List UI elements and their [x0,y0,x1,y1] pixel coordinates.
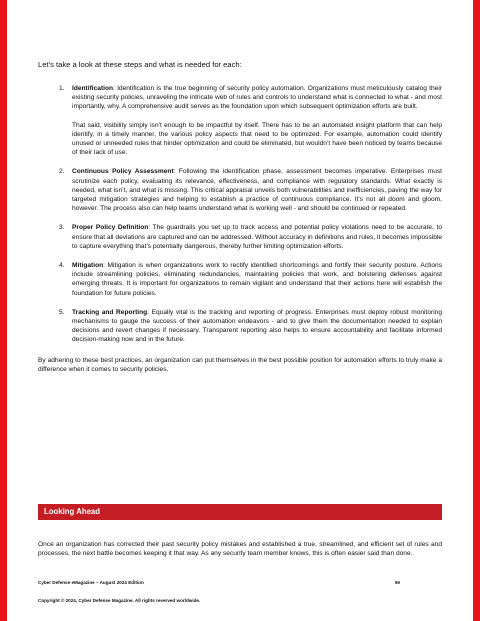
step-text: : Mitigation is when organizations work to rectify identified shortcomings and fortify their security posture. Actions include streamlining policies, eliminating redundancies, maintaining policies that work, and bolstering defenses against emerging threats. It is important for organizations to remain vigilant and understand that their actions here will establish the foundation for future policies. [72,262,442,297]
step-title: Tracking and Reporting [72,308,148,316]
steps-list [38,84,442,345]
list-item [38,167,442,213]
list-item [38,261,442,298]
right-edge-bar [473,0,480,621]
step-text: : Following the identification phase, assessment becomes imperative. Enterprises must scrutinize each policy, evaluating its relevance, effectiveness, and compliance with regulatory standards. What exactly is needed, what isn’t, and what is missing. This critical appraisal unveils both vulnerabilities and inefficiencies, paving the way for targeted mitigation strategies and helping to establish a practice of continuous compliance. It’s not all doom and gloom, however. The process also can help teams understand what is working well - and should be continued or repeated. [72,168,442,213]
list-item [38,308,442,345]
section-heading-looking-ahead: Looking Ahead [38,504,442,520]
footer-edition-line [38,580,400,585]
footer-edition: Cyber Defense eMagazine – August 2024 Edition [38,580,144,585]
step-title: Continuous Policy Assessment [72,168,174,176]
footer-copyright: Copyright © 2024, Cyber Defense Magazine. All rights reserved worldwide. [38,598,201,603]
list-number: 1. [59,85,65,92]
list-number: 4. [59,262,65,270]
list-number: 2. [59,168,65,176]
step-text: : Identification is the true beginning of security policy automation. Organizations must meticulously catalog their existing security policies, unraveling the intricate web of rules and controls to understand what is connected to what - and most importantly, why. A comprehensive audit serves as the foundation upon which subsequent optimization efforts are built. [72,85,442,111]
step-title: Proper Policy Definition [72,224,149,232]
step-paragraph: That said, visibility simply isn’t enough to be impactful by itself. There has to be an automated insight platform that can help identify, in a timely manner, the various policy aspects that need to be optimized. For example, automation could identify unused or unneeded rules that hinder optimization and could be eliminated, but wouldn’t have been noticed by teams because of their lack of use. [72,121,442,157]
left-edge-bar [0,0,7,621]
page-number: 59 [394,580,400,585]
list-item [38,84,442,157]
intro-paragraph: Let’s take a look at these steps and what is needed for each: [38,60,242,69]
step-text: : The guardrails you set up to track access and potential policy violations need to be accurate, to ensure that all deviations are captured and can be addressed. Without accuracy in definitions and rules, it becomes impossible to capture everything that’s potentially dangerous, thereby further limiting optimization efforts. [72,224,442,250]
article-body [38,60,442,381]
closing-paragraph: By adhering to these best practices, an organization can put themselves in the best possible position for automation efforts to truly make a difference when it comes to security policies. [38,356,442,373]
step-title: Identification [72,85,114,92]
section-paragraph: Once an organization has corrected their past security policy mistakes and established a true, streamlined, and efficient set of rules and processes, the next battle becomes keeping it that way. As any security team member knows, this is often easier said than done. [38,540,442,557]
list-number: 3. [59,224,65,232]
list-item [38,223,442,251]
step-text: : Equally vital is the tracking and reporting of progress. Enterprises must deploy robust monitoring mechanisms to gauge the success of their automation endeavors - and to give them the documentation needed to explain decisions and revert changes if necessary. Transparent reporting also helps to ensure accountability and facilitate informed decision-making now and in the future. [72,308,442,344]
step-title: Mitigation [72,262,104,270]
list-number: 5. [59,308,65,316]
